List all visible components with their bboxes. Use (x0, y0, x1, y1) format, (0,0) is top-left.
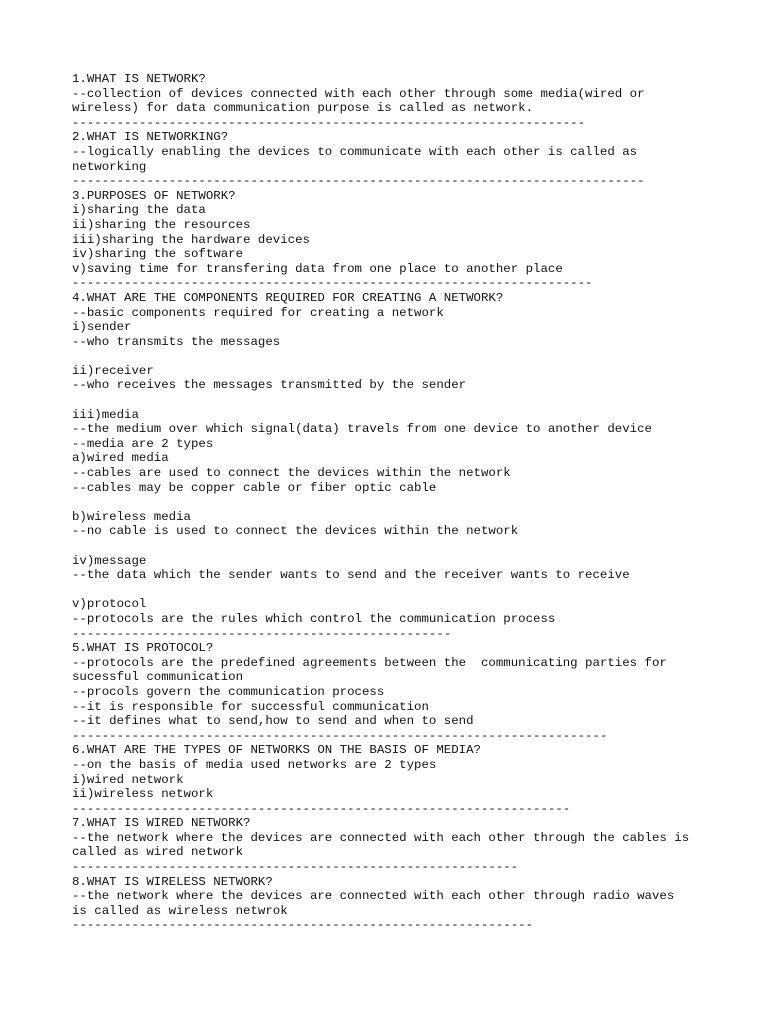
document-line: iv)message (72, 553, 147, 568)
document-line: --protocols are the rules which control the communication process (72, 611, 556, 626)
document-line: --basic components required for creating a network (72, 305, 444, 320)
document-line (72, 495, 768, 510)
document-line: --protocols are the predefined agreements between the communicating parties for (72, 655, 667, 670)
document-line: --collection of devices connected with each other through some media(wired or (72, 86, 645, 101)
document-line: 7.WHAT IS WIRED NETWORK? (72, 816, 251, 831)
document-line: 1.WHAT IS NETWORK? (72, 72, 206, 86)
document-line: --it defines what to send,how to send and when to send (72, 714, 474, 729)
document-line: wireless) for data communication purpose is called as network. (72, 101, 534, 116)
document-line: iii)media (72, 407, 139, 422)
document-line: --cables may be copper cable or fiber optic cable (72, 480, 437, 495)
document-line: --cables are used to connect the devices within the network (72, 466, 511, 481)
document-line: is called as wireless netwrok (72, 903, 288, 918)
document-line: sucessful communication (72, 670, 244, 685)
document-line: --procols govern the communication process (72, 684, 385, 699)
document-line: b)wireless media (72, 509, 191, 524)
document-line: --the network where the devices are connected with each other through the cables is (72, 830, 690, 845)
document-line: i)wired network (72, 772, 184, 787)
document-line (72, 539, 768, 554)
document-line: --------------------------------------------------------------------- (72, 115, 586, 130)
document-line: iii)sharing the hardware devices (72, 232, 310, 247)
document-line: --it is responsible for successful communication (72, 699, 429, 714)
document-line: 6.WHAT ARE THE TYPES OF NETWORKS ON THE BASIS OF MEDIA? (72, 743, 481, 758)
document-line (72, 583, 768, 598)
document-line: --------------------------------------------------- (72, 626, 452, 641)
document-line: --logically enabling the devices to communicate with each other is called as (72, 144, 638, 159)
document-line: --the medium over which signal(data) travels from one device to another device (72, 422, 652, 437)
document-line: --the data which the sender wants to send and the receiver wants to receive (72, 568, 630, 583)
document-line: v)protocol (72, 597, 147, 612)
document-line: i)sender (72, 320, 132, 335)
document-line: --no cable is used to connect the devices within the network (72, 524, 519, 539)
document-line (72, 393, 768, 408)
document-line: 5.WHAT IS PROTOCOL? (72, 641, 214, 656)
document-line: i)sharing the data (72, 203, 206, 218)
document-line: --media are 2 types (72, 436, 214, 451)
document-line: 4.WHAT ARE THE COMPONENTS REQUIRED FOR CREATING A NETWORK? (72, 290, 504, 305)
document-line: --who transmits the messages (72, 334, 281, 349)
document-line: ---------------------------------------------------------------------- (72, 276, 593, 291)
document-line (72, 349, 768, 364)
document-line: networking (72, 159, 147, 174)
document-line: --the network where the devices are connected with each other through radio waves (72, 889, 675, 904)
document-line: -------------------------------------------------------------- (72, 918, 534, 933)
document-line: ------------------------------------------------------------------------ (72, 728, 608, 743)
document-line: --on the basis of media used networks are 2 types (72, 757, 437, 772)
document-line: 3.PURPOSES OF NETWORK? (72, 188, 236, 203)
document-line: ------------------------------------------------------------ (72, 860, 519, 875)
document-line: ii)receiver (72, 363, 154, 378)
document-line: v)saving time for transfering data from one place to another place (72, 261, 563, 276)
document-line: ------------------------------------------------------------------- (72, 801, 571, 816)
document-text (72, 72, 768, 933)
document-line: ii)sharing the resources (72, 217, 251, 232)
document-line: iv)sharing the software (72, 247, 244, 262)
document-line: --who receives the messages transmitted by the sender (72, 378, 467, 393)
document-line: 8.WHAT IS WIRELESS NETWORK? (72, 874, 273, 889)
document-line: a)wired media (72, 451, 169, 466)
document-line: called as wired network (72, 845, 244, 860)
document-line: ----------------------------------------------------------------------------- (72, 174, 645, 189)
document-line: 2.WHAT IS NETWORKING? (72, 130, 229, 145)
document-line: ii)wireless network (72, 787, 214, 802)
